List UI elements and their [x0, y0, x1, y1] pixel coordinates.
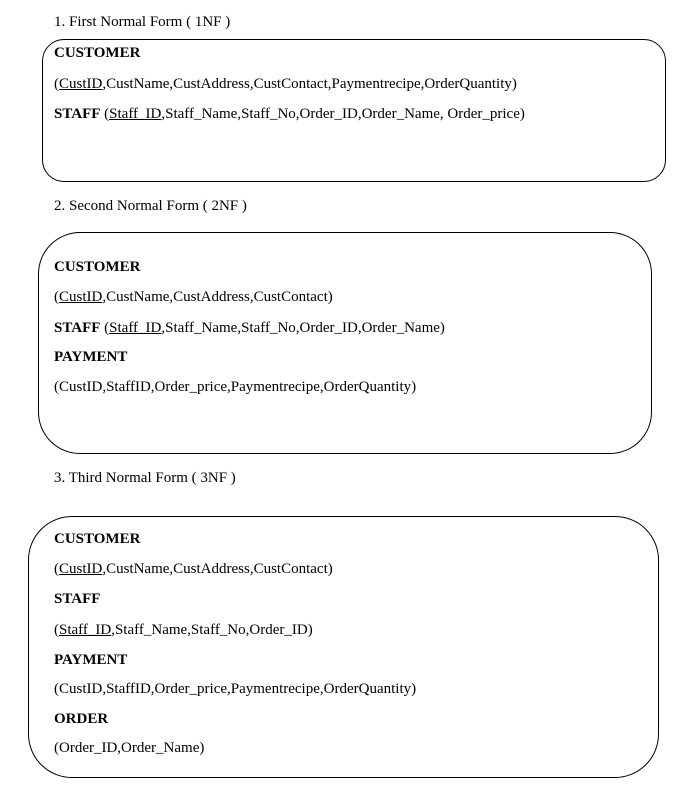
section-3-staff-label: STAFF: [54, 591, 101, 607]
section-1-staff-line: STAFF (Staff_ID,Staff_Name,Staff_No,Order_ID,Order_Name, Order_price): [54, 106, 525, 122]
section-2-payment-label: PAYMENT: [54, 349, 128, 365]
section-1-heading: 1. First Normal Form ( 1NF ): [54, 14, 231, 30]
section-2-heading: 2. Second Normal Form ( 2NF ): [54, 198, 247, 214]
section-3-customer-label: CUSTOMER: [54, 531, 141, 547]
section-3-payment-label: PAYMENT: [54, 652, 128, 668]
primary-key: CustID: [59, 76, 103, 92]
section-3-staff-attributes: (Staff_ID,Staff_Name,Staff_No,Order_ID): [54, 622, 313, 638]
primary-key: Staff_ID: [109, 320, 162, 336]
section-3-heading: 3. Third Normal Form ( 3NF ): [54, 470, 236, 486]
primary-key: Staff_ID: [109, 106, 162, 122]
section-3-order-attributes: (Order_ID,Order_Name): [54, 740, 205, 756]
section-3-customer-attributes: (CustID,CustName,CustAddress,CustContact): [54, 561, 333, 577]
section-1-customer-attributes: (CustID,CustName,CustAddress,CustContact,Paymentrecipe,OrderQuantity): [54, 76, 517, 92]
section-1-customer-label: CUSTOMER: [54, 45, 141, 61]
primary-key: CustID: [59, 289, 103, 305]
section-2-customer-attributes: (CustID,CustName,CustAddress,CustContact): [54, 289, 333, 305]
primary-key: CustID: [59, 561, 103, 577]
section-2-staff-line: STAFF (Staff_ID,Staff_Name,Staff_No,Order_ID,Order_Name): [54, 320, 445, 336]
primary-key: Staff_ID: [59, 622, 112, 638]
section-3-order-label: ORDER: [54, 711, 109, 727]
section-3-payment-attributes: (CustID,StaffID,Order_price,Paymentrecipe,OrderQuantity): [54, 681, 417, 697]
section-2-customer-label: CUSTOMER: [54, 259, 141, 275]
section-3-box: [28, 516, 659, 778]
section-2-payment-attributes: (CustID,StaffID,Order_price,Paymentrecipe,OrderQuantity): [54, 379, 417, 395]
